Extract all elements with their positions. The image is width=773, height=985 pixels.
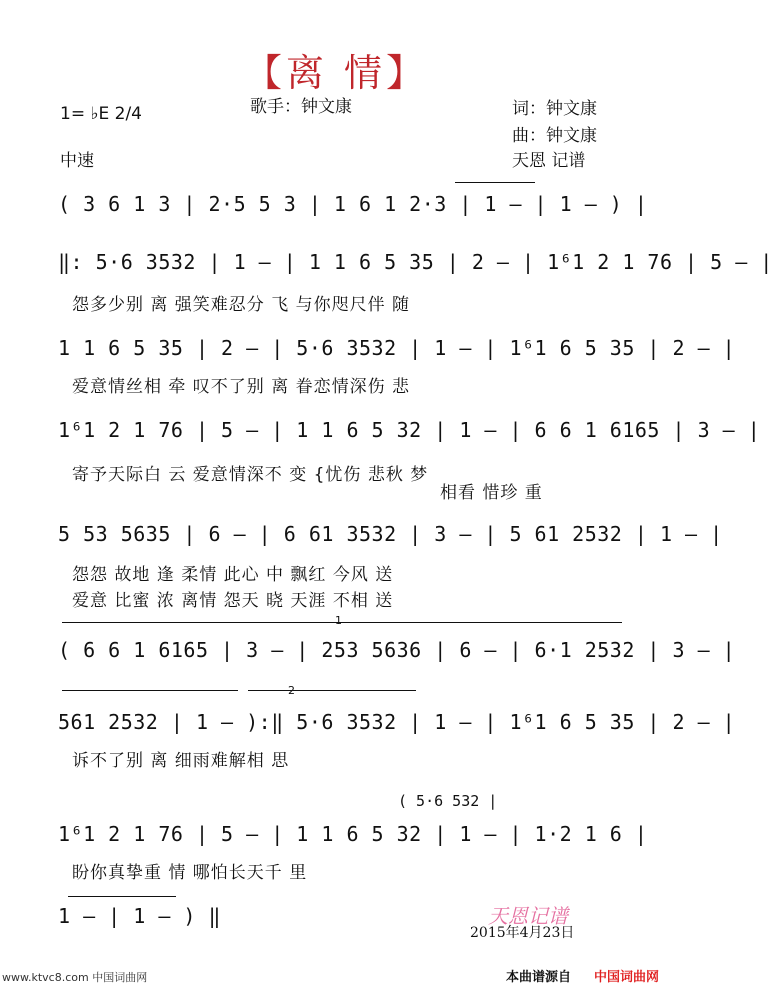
lyrics-line: 爱意情丝相 牵 叹不了别 离 眷恋情深伤 悲 [72,377,411,397]
lyrics-line: 寄予天际白 云 爱意情深不 变 {忧伤 悲秋 梦 [72,465,429,485]
score-row [0,336,736,376]
composer: 曲：钟文康 [512,126,597,146]
lyrics-line-second: 爱意 比蜜 浓 离情 怨天 晓 天涯 不相 送 [72,591,394,611]
score-row [0,418,761,458]
tempo: 中速 [60,151,94,171]
lyrics-line: 怨多少别 离 强笑难忍分 飞 与你咫尺伴 随 [72,295,411,315]
score-row [0,822,672,862]
key-signature: 1= ♭E 2/4 [60,104,142,124]
singer: 歌手：钟文康 [250,97,352,117]
volta-number-1: 1 [335,614,342,627]
score-row [0,638,736,678]
notation-line: 561 2532 | 1 – ):‖ 5·6 3532 | 1 – | 1⁶1 6 5 35 | 2 – | [58,710,736,734]
notation-line: 1⁶1 2 1 76 | 5 – | 1 1 6 5 32 | 1 – | 6 6 1 6165 | 3 – | [58,418,761,442]
score-row [0,710,736,750]
volta-bracket-2 [248,690,416,691]
score-row [0,192,672,232]
tie-arc [455,182,535,183]
footer-site-url[interactable]: www.ktvc8.com 中国词曲网 [2,971,148,984]
footer-source-label: 本曲谱源自 [506,970,572,985]
notation-line: 1 1 6 5 35 | 2 – | 5·6 3532 | 1 – | 1⁶1 6 5 35 | 2 – | [58,336,736,360]
volta-bracket-1 [62,622,622,623]
score-row [0,250,773,290]
lyrics-line: 诉不了别 离 细雨难解相 思 [72,751,290,771]
score-row [0,522,723,562]
pickup-notes: ( 5·6 532 | [398,792,498,810]
lyrics-line: 盼你真挚重 情 哪怕长天千 里 [72,863,308,883]
date: 2015年4月23日 [470,925,575,941]
lyrics-line: 怨怨 故地 逢 柔情 此心 中 飘红 今风 送 [72,565,394,585]
volta-bracket-1b [62,690,238,691]
volta-number-2: 2 [288,684,295,697]
tie-arc [68,896,176,897]
notation-line: ( 6 6 1 6165 | 3 – | 253 5636 | 6 – | 6·1 2532 | 3 – | [58,638,736,662]
lyricist: 词：钟文康 [512,99,597,119]
notation-line: 1 – | 1 – ) ‖ [58,904,222,928]
footer-site-link[interactable]: 中国词曲网 [594,970,660,985]
song-title: 【离 情】 [243,51,429,95]
notation-line: 5 53 5635 | 6 – | 6 61 3532 | 3 – | 5 61 2532 | 1 – | [58,522,723,546]
transcriber: 天恩 记谱 [512,151,586,171]
notation-line: ‖: 5·6 3532 | 1 – | 1 1 6 5 35 | 2 – | 1⁶1 2 1 76 | 5 – | [58,250,773,274]
notation-line: 1⁶1 2 1 76 | 5 – | 1 1 6 5 32 | 1 – | 1·2 1 6 | [58,822,648,846]
transcriber-stamp: 天恩记谱 [488,904,568,928]
notation-line: ( 3 6 1 3 | 2·5 5 3 | 1 6 1 2·3 | 1 – | 1 – ) | [58,192,648,216]
lyrics-line-second: 相看 惜珍 重 [440,483,543,503]
